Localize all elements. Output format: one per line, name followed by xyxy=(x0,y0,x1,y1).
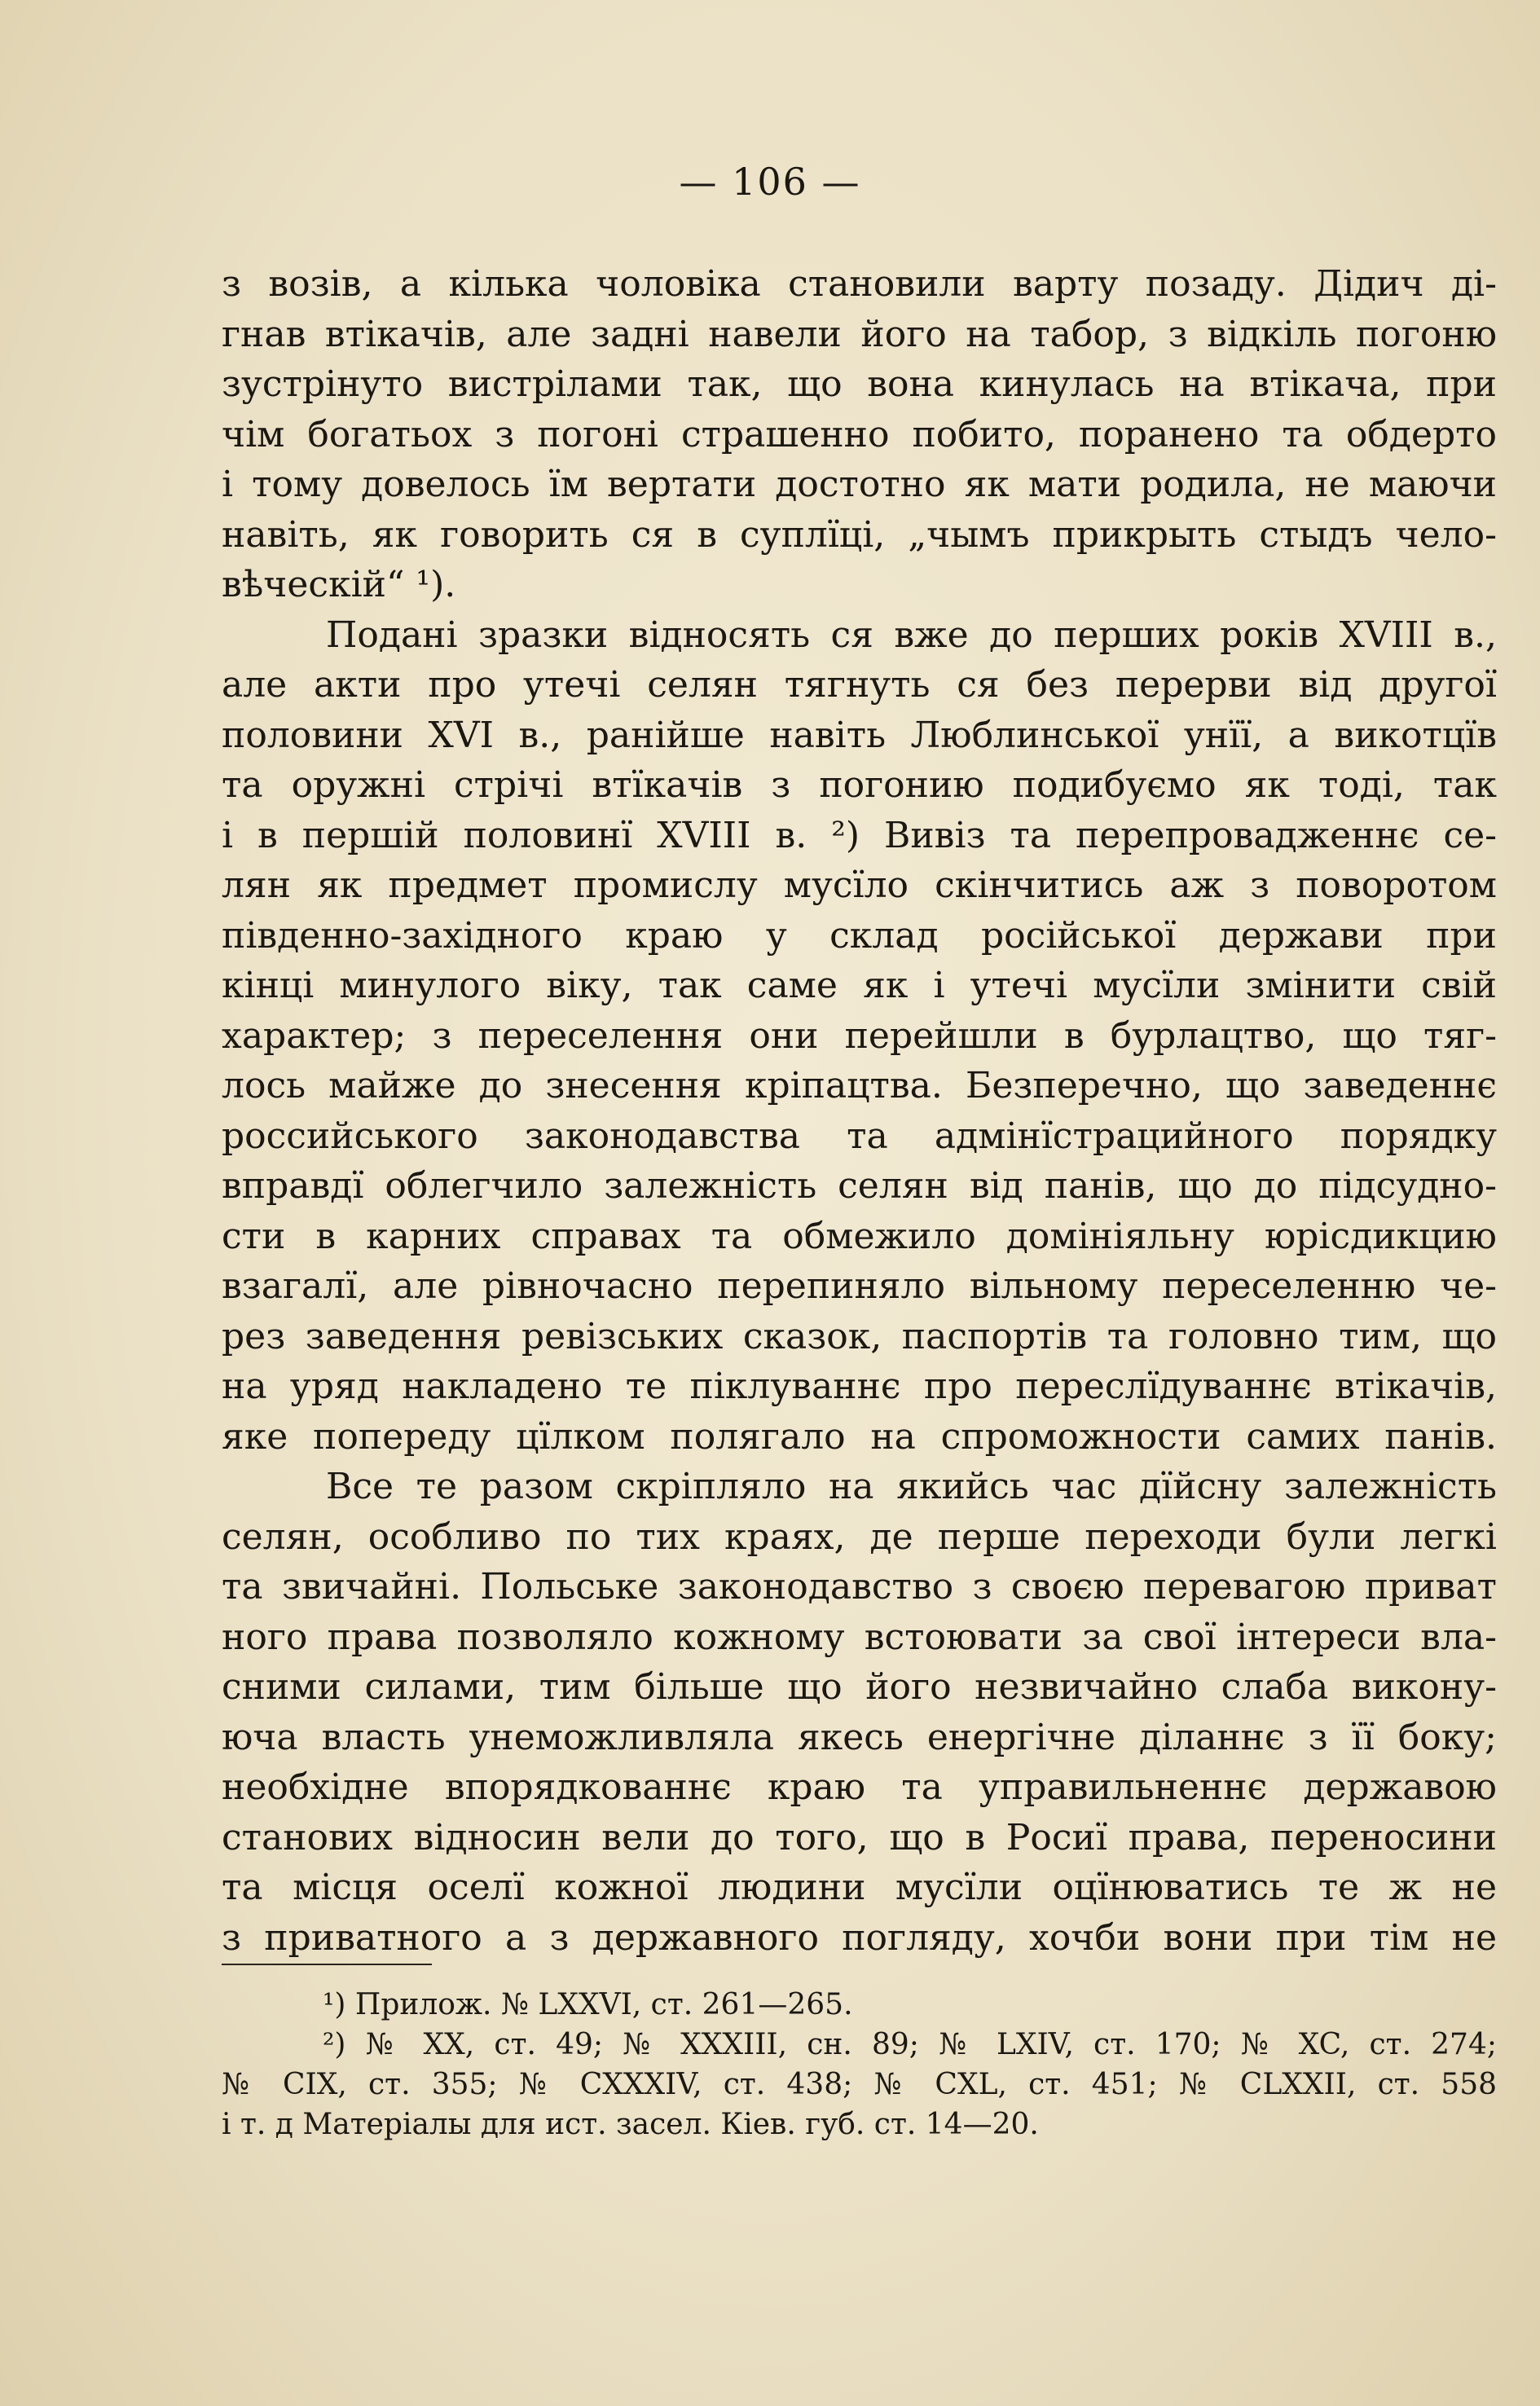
text-line: лось майже до знесення кріпацтва. Безперечно, що заведеннє xyxy=(222,1065,1497,1106)
text-line: юча власть унеможливляла якесь енергічне діланнє з її боку; xyxy=(222,1716,1497,1758)
text-line: з возів, а кілька чоловіка становили варту позаду. Дідич ді- xyxy=(222,263,1497,305)
text-line: зустрінуто вистрілами так, що вона кинулась на втікача, при xyxy=(222,363,1497,405)
text-line: сти в карних справах та обмежило домініяльну юрісдикцию xyxy=(222,1215,1497,1257)
text-line: яке попереду цїлком полягало на спроможности самих панів. xyxy=(222,1415,1497,1458)
text-line: південно-західного краю у склад російської держави при xyxy=(222,914,1497,957)
text-line: рез заведення ревізських сказок, паспортів та головно тим, що xyxy=(222,1315,1497,1357)
text-line: гнав втікачів, але задні навели його на табор, з відкіль погоню xyxy=(222,313,1497,355)
text-line: навіть, як говорить ся в суплїці, „чымъ прикрыть стыдъ чело- xyxy=(222,513,1497,556)
text-line: станових відносин вели до того, що в Росиї права, переносини xyxy=(222,1816,1497,1858)
text-line: кінці минулого віку, так саме як і утечі мусїли змінити свій xyxy=(222,965,1497,1006)
text-line: Подані зразки відносять ся вже до перших років XVIII в., xyxy=(326,614,1497,656)
footnote-divider xyxy=(222,1964,432,1965)
text-line: вѣческій“ ¹). xyxy=(222,564,456,605)
text-line: і тому довелось їм вертати достотно як мати родила, не маючи xyxy=(222,464,1497,505)
page-number: — 106 — xyxy=(679,160,861,204)
text-line: чім богатьох з погоні страшенно побито, поранено та обдерто xyxy=(222,413,1497,455)
text-line: селян, особливо по тих краях, де перше переходи були легкі xyxy=(222,1515,1497,1558)
text-line: необхідне впорядкованнє краю та управильненнє державою xyxy=(222,1766,1497,1808)
text-line: але акти про утечі селян тягнуть ся без перерви від другої xyxy=(222,664,1497,706)
footnote-line: ¹) Прилож. № LXXVI, ст. 261—265. xyxy=(323,1988,853,2021)
text-line: Все те разом скріпляло на якийсь час дїйсну залежність xyxy=(326,1466,1497,1507)
text-line: та місця оселї кожної людини мусїли оцїнюватись те ж не xyxy=(222,1867,1497,1908)
text-line: на уряд накладено те піклуваннє про переслїдуваннє втікачів, xyxy=(222,1366,1497,1407)
text-line: половини XVI в., ранійше навіть Люблинської унїї, а викотцїв xyxy=(222,714,1497,756)
text-line: та звичайні. Польське законодавство з своєю перевагою приват xyxy=(222,1566,1497,1608)
text-line: та оружні стрічі втїкачів з погонию подибуємо як тоді, так xyxy=(222,764,1497,806)
text-line: лян як предмет промислу мусїло скінчитись аж з поворотом xyxy=(222,864,1497,906)
text-line: российського законодавства та адмінїстрацийного порядку xyxy=(222,1115,1497,1157)
text-line: і в першій половинї XVIII в. ²) Вивіз та перепровадженнє се- xyxy=(222,814,1497,856)
text-line: ного права позволяло кожному встоювати за свої інтереси вла- xyxy=(222,1616,1497,1658)
body-text xyxy=(222,259,1497,1963)
text-line: характер; з переселення они перейшли в бурлацтво, що тяг- xyxy=(222,1014,1497,1057)
text-line: з приватного а з державного погляду, хочби вони при тім не xyxy=(222,1916,1497,1959)
text-line: сними силами, тим більше що його незвичайно слаба викону- xyxy=(222,1666,1497,1708)
text-line: взагалї, але рівночасно перепиняло вільному переселенню че- xyxy=(222,1265,1497,1307)
footnotes xyxy=(222,1985,1497,2144)
footnote-line: ²) № XX, ст. 49; № XXXIII, сн. 89; № LXIV, ст. 170; № XC, ст. 274; xyxy=(323,2028,1497,2061)
text-line: вправдї облегчило залежність селян від панів, що до підсудно- xyxy=(222,1165,1497,1207)
footnote-line: і т. д Матеріалы для ист. засел. Кіев. губ. ст. 14—20. xyxy=(222,2108,1039,2141)
footnote-line: № CIX, ст. 355; № CXXXIV, ст. 438; № CXL, ст. 451; № CLXXII, ст. 558 xyxy=(222,2068,1497,2101)
